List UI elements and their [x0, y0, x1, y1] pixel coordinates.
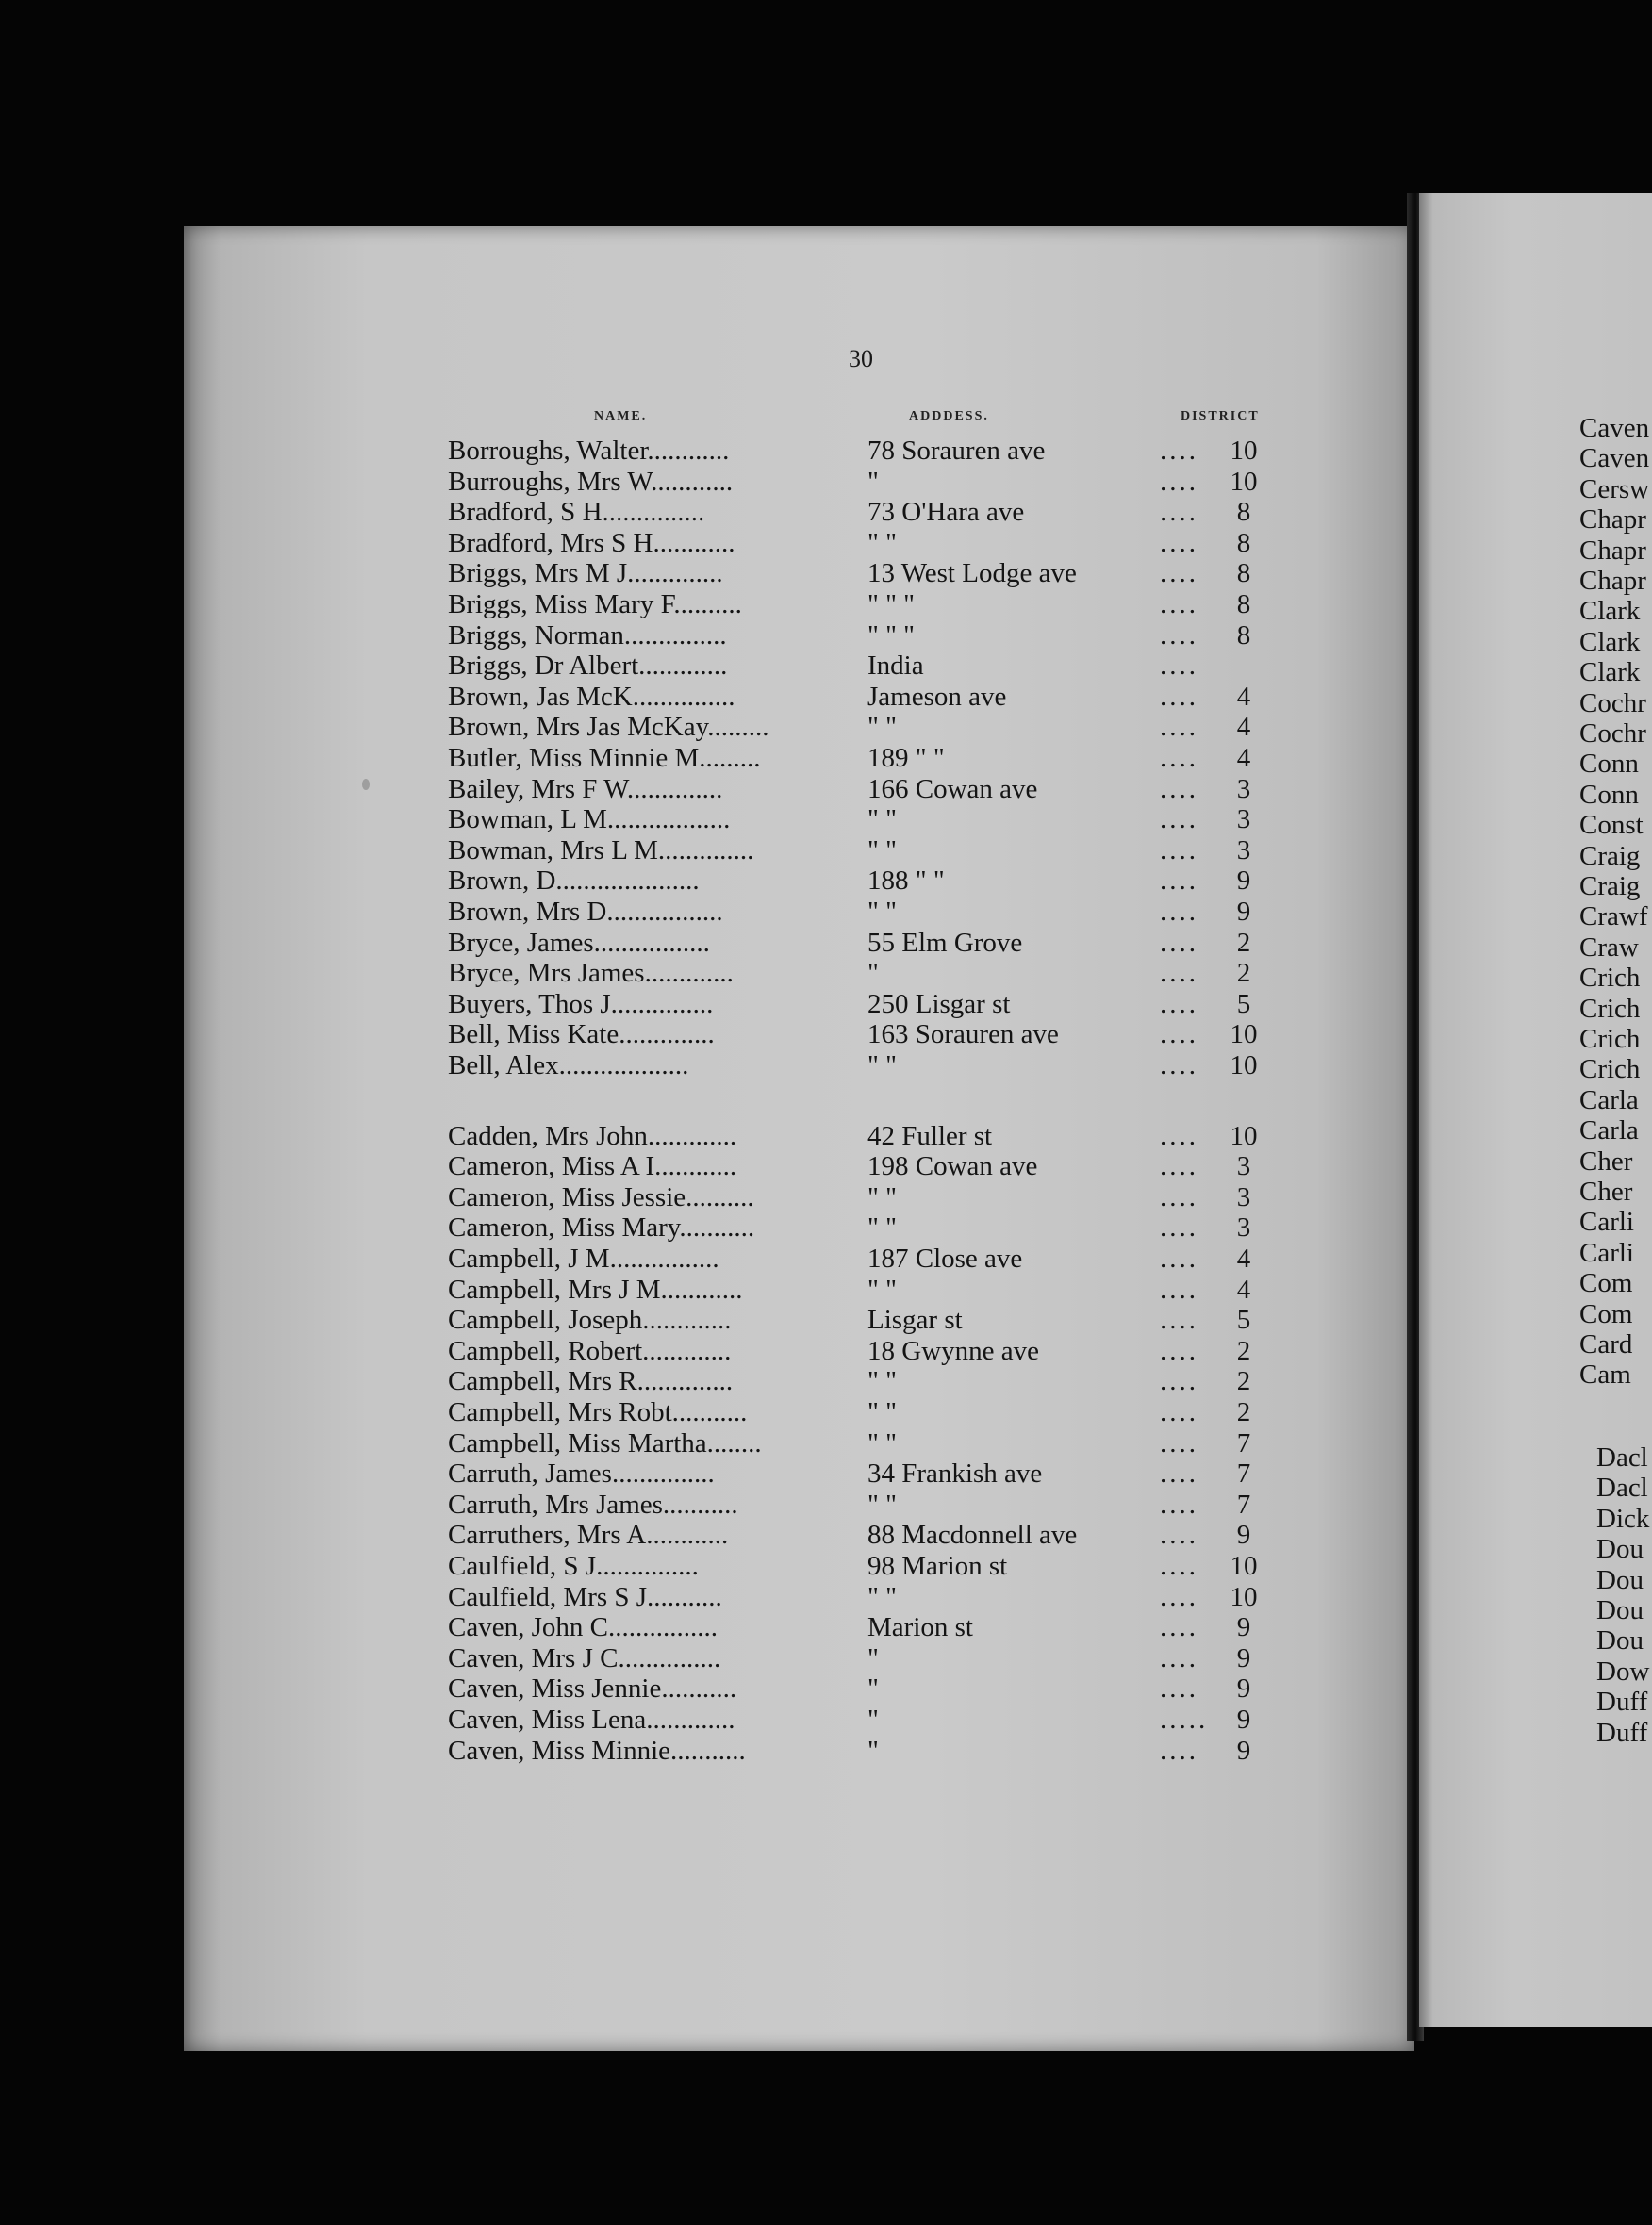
entry-name: Bradford, S H...............	[448, 497, 705, 528]
entry-name: Carruthers, Mrs A............	[448, 1520, 729, 1551]
right-page-name-fragment: Clark	[1579, 596, 1641, 627]
right-page-name-fragment: Caven	[1579, 413, 1650, 443]
entry-district: 5	[1236, 1305, 1251, 1336]
directory-entry	[0, 467, 1414, 497]
entry-district: 8	[1236, 558, 1251, 589]
right-page-name-fragment: Chapr	[1579, 504, 1646, 536]
entry-district: 3	[1236, 1212, 1251, 1244]
entry-name: Brown, Mrs D.................	[448, 897, 723, 927]
right-page-name-fragment: Crawf	[1579, 901, 1648, 932]
entry-address: Marion st	[867, 1612, 973, 1643]
entry-leader-dots: ....	[1160, 1459, 1198, 1490]
directory-entry	[0, 1705, 1414, 1735]
entry-name: Caven, John C................	[448, 1612, 718, 1643]
directory-entry	[0, 1212, 1414, 1243]
entry-address: " "	[867, 1212, 897, 1244]
directory-entry	[0, 1459, 1414, 1489]
entry-address: 98 Marion st	[867, 1551, 1008, 1581]
right-page-name-fragment: Dick	[1596, 1503, 1650, 1534]
entry-leader-dots: ....	[1160, 1181, 1198, 1212]
entry-district: 2	[1236, 1397, 1251, 1427]
right-page-name-fragment: Chapr	[1579, 535, 1646, 566]
directory-entry	[0, 835, 1414, 865]
entry-district: 7	[1236, 1459, 1251, 1490]
entry-address: " "	[867, 1581, 897, 1612]
entry-district: 2	[1236, 958, 1251, 989]
directory-entry	[0, 774, 1414, 804]
directory-entry	[0, 1019, 1414, 1049]
entry-name: Bowman, Mrs L M..............	[448, 834, 754, 865]
entry-leader-dots: ....	[1160, 1581, 1198, 1612]
right-page-name-fragment: Dow	[1596, 1656, 1650, 1687]
entry-address: 250 Lisgar st	[867, 988, 1011, 1019]
entry-address: India	[867, 651, 924, 682]
entry-name: Carruth, James...............	[448, 1459, 715, 1490]
entry-district: 9	[1236, 1735, 1251, 1766]
entry-district: 5	[1236, 988, 1251, 1019]
entry-leader-dots: ....	[1160, 1673, 1198, 1705]
entry-name: Bell, Miss Kate..............	[448, 1019, 715, 1050]
entry-district: 3	[1236, 1181, 1251, 1212]
entry-name: Cameron, Miss Mary...........	[448, 1212, 755, 1244]
entry-leader-dots: ....	[1160, 865, 1198, 897]
entry-district: 4	[1236, 681, 1251, 712]
right-page-name-fragment: Carla	[1579, 1115, 1639, 1146]
directory-entry	[0, 682, 1414, 712]
directory-entry	[0, 804, 1414, 834]
column-header-address: ADDDESS.	[909, 409, 989, 423]
entry-leader-dots: ....	[1160, 466, 1198, 497]
right-page-name-fragment: Caven	[1579, 443, 1650, 474]
directory-entry	[0, 1336, 1414, 1366]
right-page-name-fragment: Craig	[1579, 840, 1641, 871]
entry-address: 166 Cowan ave	[867, 773, 1038, 804]
entry-address: "	[867, 466, 879, 497]
entry-district: 9	[1236, 1673, 1251, 1705]
entry-address: " "	[867, 527, 897, 558]
entry-address: " "	[867, 1181, 897, 1212]
right-page-name-fragment: Clark	[1579, 626, 1641, 657]
entry-leader-dots: ....	[1160, 1019, 1198, 1050]
entry-leader-dots: ....	[1160, 681, 1198, 712]
directory-entry	[0, 1244, 1414, 1274]
entry-name: Brown, D.....................	[448, 865, 700, 897]
entry-leader-dots: ....	[1160, 1489, 1198, 1520]
directory-entry	[0, 1275, 1414, 1305]
entry-leader-dots: ....	[1160, 1335, 1198, 1366]
entry-address: 88 Macdonnell ave	[867, 1520, 1078, 1551]
entry-district: 7	[1236, 1427, 1251, 1459]
entry-district: 10	[1230, 1551, 1258, 1581]
entry-district: 3	[1236, 834, 1251, 865]
entry-name: Caulfield, S J...............	[448, 1551, 699, 1581]
entry-name: Briggs, Mrs M J..............	[448, 558, 723, 589]
entry-district: 7	[1236, 1489, 1251, 1520]
directory-entry	[0, 528, 1414, 558]
entry-district: 2	[1236, 1335, 1251, 1366]
directory-entry	[0, 958, 1414, 988]
entry-district: 3	[1236, 773, 1251, 804]
entry-name: Caven, Miss Jennie...........	[448, 1673, 737, 1705]
right-page-name-fragment: Com	[1579, 1268, 1633, 1299]
directory-entry	[0, 1673, 1414, 1704]
entry-name: Briggs, Norman...............	[448, 619, 727, 651]
entry-name: Brown, Mrs Jas McKay.........	[448, 712, 769, 743]
entry-district: 9	[1236, 1612, 1251, 1643]
entry-name: Campbell, Robert.............	[448, 1335, 732, 1366]
entry-name: Bryce, James.................	[448, 927, 710, 958]
entry-district: 4	[1236, 1244, 1251, 1274]
entry-address: " "	[867, 834, 897, 865]
entry-name: Borroughs, Walter............	[448, 436, 730, 466]
entry-leader-dots: ....	[1160, 743, 1198, 773]
right-page-name-fragment: Crich	[1579, 1054, 1641, 1085]
entry-name: Brown, Jas McK...............	[448, 681, 735, 712]
entry-address: Jameson ave	[867, 681, 1007, 712]
entry-district: 10	[1230, 1050, 1258, 1080]
directory-entry	[0, 1551, 1414, 1581]
entry-address: " "	[867, 1366, 897, 1397]
directory-entry	[0, 436, 1414, 466]
entry-leader-dots: ....	[1160, 619, 1198, 651]
entry-leader-dots: ....	[1160, 1642, 1198, 1673]
entry-name: Caven, Mrs J C...............	[448, 1642, 721, 1673]
directory-entry	[0, 1582, 1414, 1612]
right-page-name-fragment: Dacl	[1596, 1442, 1648, 1473]
right-page-name-fragment: Crich	[1579, 993, 1641, 1024]
directory-entry	[0, 1121, 1414, 1151]
directory-entry	[0, 558, 1414, 588]
entry-name: Campbell, Joseph.............	[448, 1305, 732, 1336]
directory-entry	[0, 712, 1414, 742]
right-page-name-fragment: Conn	[1579, 779, 1639, 810]
entry-district: 9	[1236, 897, 1251, 927]
entry-district: 3	[1236, 1151, 1251, 1182]
entry-address: " "	[867, 1489, 897, 1520]
entry-address: "	[867, 1735, 879, 1766]
entry-leader-dots: ....	[1160, 804, 1198, 835]
entry-name: Caven, Miss Lena.............	[448, 1705, 735, 1735]
page-stain	[362, 779, 370, 790]
entry-address: 189 " "	[867, 743, 945, 773]
entry-address: 18 Gwynne ave	[867, 1335, 1040, 1366]
entry-leader-dots: ....	[1160, 1427, 1198, 1459]
entry-district: 10	[1230, 1120, 1258, 1151]
entry-address: Lisgar st	[867, 1305, 963, 1336]
right-page-name-fragment: Conn	[1579, 749, 1639, 780]
right-page-name-fragment: Craig	[1579, 871, 1641, 901]
entry-district: 9	[1236, 1642, 1251, 1673]
entry-address: "	[867, 958, 879, 989]
entry-district: 9	[1236, 1705, 1251, 1735]
entry-leader-dots: ....	[1160, 589, 1198, 619]
entry-leader-dots: ....	[1160, 1050, 1198, 1080]
entry-leader-dots: ....	[1160, 712, 1198, 743]
entry-address: "	[867, 1642, 879, 1673]
right-page-name-fragment: Dou	[1596, 1595, 1644, 1625]
entry-leader-dots: ....	[1160, 1151, 1198, 1182]
entry-name: Bell, Alex...................	[448, 1050, 689, 1080]
directory-entry	[0, 1612, 1414, 1642]
directory-entry	[0, 865, 1414, 896]
entry-district: 8	[1236, 619, 1251, 651]
right-page-name-fragment: Cher	[1579, 1177, 1633, 1207]
entry-name: Bryce, Mrs James.............	[448, 958, 734, 989]
entry-address: " "	[867, 1427, 897, 1459]
entry-leader-dots: ....	[1160, 988, 1198, 1019]
right-page-name-fragment: Carli	[1579, 1207, 1634, 1238]
entry-address: 188 " "	[867, 865, 945, 897]
right-page-name-fragment: Dou	[1596, 1564, 1644, 1595]
entry-address: 55 Elm Grove	[867, 927, 1023, 958]
right-page-name-fragment: Dou	[1596, 1625, 1644, 1656]
directory-entry	[0, 651, 1414, 681]
entry-address: "	[867, 1705, 879, 1735]
right-page-name-fragment: Carli	[1579, 1237, 1634, 1268]
entry-name: Campbell, Mrs R..............	[448, 1366, 734, 1397]
entry-address: 198 Cowan ave	[867, 1151, 1038, 1182]
directory-entry	[0, 1736, 1414, 1766]
directory-entry	[0, 1397, 1414, 1427]
entry-leader-dots: ....	[1160, 497, 1198, 528]
entry-name: Campbell, Miss Martha........	[448, 1427, 762, 1459]
directory-entry	[0, 897, 1414, 927]
entry-name: Bowman, L M..................	[448, 804, 731, 835]
entry-address: 163 Sorauren ave	[867, 1019, 1059, 1050]
entry-district: 8	[1236, 497, 1251, 528]
right-page-name-fragment: Carla	[1579, 1084, 1639, 1115]
entry-leader-dots: ....	[1160, 927, 1198, 958]
entry-name: Campbell, J M................	[448, 1244, 719, 1274]
right-page-name-fragment: Cochr	[1579, 718, 1646, 749]
directory-entry	[0, 1366, 1414, 1396]
entry-leader-dots: ....	[1160, 1366, 1198, 1397]
entry-address: 187 Close ave	[867, 1244, 1023, 1274]
directory-entry	[0, 743, 1414, 773]
entry-leader-dots: ....	[1160, 1612, 1198, 1643]
right-page-name-fragment: Cochr	[1579, 687, 1646, 718]
right-page-name-fragment: Com	[1579, 1298, 1633, 1329]
entry-district: 10	[1230, 1581, 1258, 1612]
entry-district: 10	[1230, 1019, 1258, 1050]
entry-leader-dots: ....	[1160, 834, 1198, 865]
entry-leader-dots: ....	[1160, 1735, 1198, 1766]
entry-address: 78 Sorauren ave	[867, 436, 1046, 466]
entry-leader-dots: ....	[1160, 1244, 1198, 1274]
entry-name: Caulfield, Mrs S J...........	[448, 1581, 722, 1612]
entry-address: " " "	[867, 619, 916, 651]
entry-address: " "	[867, 1274, 897, 1305]
entry-leader-dots: ....	[1160, 1520, 1198, 1551]
right-page-name-fragment: Clark	[1579, 657, 1641, 688]
entry-district: 4	[1236, 1274, 1251, 1305]
entry-name: Cameron, Miss A I............	[448, 1151, 737, 1182]
entry-district: 4	[1236, 712, 1251, 743]
entry-leader-dots: ....	[1160, 1305, 1198, 1336]
entry-name: Caven, Miss Minnie...........	[448, 1735, 746, 1766]
entry-address: " "	[867, 1397, 897, 1427]
right-page-name-fragment: Crich	[1579, 963, 1641, 994]
entry-name: Briggs, Miss Mary F..........	[448, 589, 742, 619]
right-page-name-fragment: Crich	[1579, 1024, 1641, 1054]
entry-leader-dots: ....	[1160, 773, 1198, 804]
entry-district: 9	[1236, 865, 1251, 897]
entry-leader-dots: ....	[1160, 1120, 1198, 1151]
entry-name: Bailey, Mrs F W..............	[448, 773, 723, 804]
entry-district: 10	[1230, 466, 1258, 497]
entry-name: Cameron, Miss Jessie..........	[448, 1181, 754, 1212]
entry-district: 2	[1236, 1366, 1251, 1397]
directory-entry	[0, 1490, 1414, 1520]
entry-leader-dots: ....	[1160, 436, 1198, 466]
right-page-name-fragment: Cam	[1579, 1360, 1631, 1391]
entry-district: 4	[1236, 743, 1251, 773]
right-page-name-fragment: Craw	[1579, 931, 1639, 963]
directory-entry	[0, 589, 1414, 619]
entry-address: 34 Frankish ave	[867, 1459, 1043, 1490]
entry-leader-dots: ....	[1160, 1212, 1198, 1244]
entry-leader-dots: ....	[1160, 558, 1198, 589]
entry-district: 3	[1236, 804, 1251, 835]
right-page-name-fragment: Duff	[1596, 1717, 1648, 1748]
entry-address: "	[867, 1673, 879, 1705]
right-page-name-fragment: Dou	[1596, 1534, 1644, 1565]
right-page-name-fragment: Chapr	[1579, 566, 1646, 596]
entry-name: Campbell, Mrs J M............	[448, 1274, 743, 1305]
entry-leader-dots: ....	[1160, 1397, 1198, 1427]
entry-leader-dots: .....	[1160, 1705, 1209, 1735]
entry-district: 10	[1230, 436, 1258, 466]
directory-entry	[0, 1520, 1414, 1550]
directory-entry	[0, 989, 1414, 1019]
entry-district: 9	[1236, 1520, 1251, 1551]
right-page-name-fragment: Const	[1579, 810, 1644, 841]
directory-entry	[0, 620, 1414, 651]
entry-leader-dots: ....	[1160, 651, 1198, 682]
entry-name: Butler, Miss Minnie M.........	[448, 743, 761, 773]
entry-address: 13 West Lodge ave	[867, 558, 1077, 589]
entry-leader-dots: ....	[1160, 897, 1198, 927]
entry-name: Cadden, Mrs John.............	[448, 1120, 737, 1151]
entry-address: " " "	[867, 589, 916, 619]
entry-name: Bradford, Mrs S H............	[448, 527, 735, 558]
entry-district: 8	[1236, 589, 1251, 619]
entry-leader-dots: ....	[1160, 958, 1198, 989]
entry-name: Buyers, Thos J...............	[448, 988, 714, 1019]
entry-leader-dots: ....	[1160, 527, 1198, 558]
directory-entry	[0, 1643, 1414, 1673]
page-number: 30	[849, 345, 873, 372]
entry-district: 2	[1236, 927, 1251, 958]
directory-entry	[0, 928, 1414, 958]
entry-address: " "	[867, 1050, 897, 1080]
entry-address: " "	[867, 897, 897, 927]
entry-address: " "	[867, 712, 897, 743]
right-page-name-fragment: Card	[1579, 1329, 1633, 1360]
entry-name: Burroughs, Mrs W............	[448, 466, 734, 497]
right-page-name-fragment: Dacl	[1596, 1473, 1648, 1504]
directory-entry	[0, 1428, 1414, 1459]
entry-district: 8	[1236, 527, 1251, 558]
right-page-name-fragment: Duff	[1596, 1687, 1648, 1718]
right-page-name-fragment: Cersw	[1579, 473, 1650, 504]
column-header-district: DISTRICT	[1181, 409, 1260, 423]
entry-address: 42 Fuller st	[867, 1120, 993, 1151]
directory-entry	[0, 497, 1414, 527]
directory-entry	[0, 1050, 1414, 1080]
right-page-name-fragment: Cher	[1579, 1145, 1633, 1177]
entry-name: Campbell, Mrs Robt...........	[448, 1397, 748, 1427]
entry-address: 73 O'Hara ave	[867, 497, 1025, 528]
entry-leader-dots: ....	[1160, 1274, 1198, 1305]
directory-entry	[0, 1151, 1414, 1181]
entry-name: Carruth, Mrs James...........	[448, 1489, 738, 1520]
entry-address: " "	[867, 804, 897, 835]
entry-leader-dots: ....	[1160, 1551, 1198, 1581]
column-header-name: NAME.	[594, 409, 648, 423]
entry-name: Briggs, Dr Albert.............	[448, 651, 728, 682]
directory-entry	[0, 1305, 1414, 1335]
directory-entry	[0, 1182, 1414, 1212]
